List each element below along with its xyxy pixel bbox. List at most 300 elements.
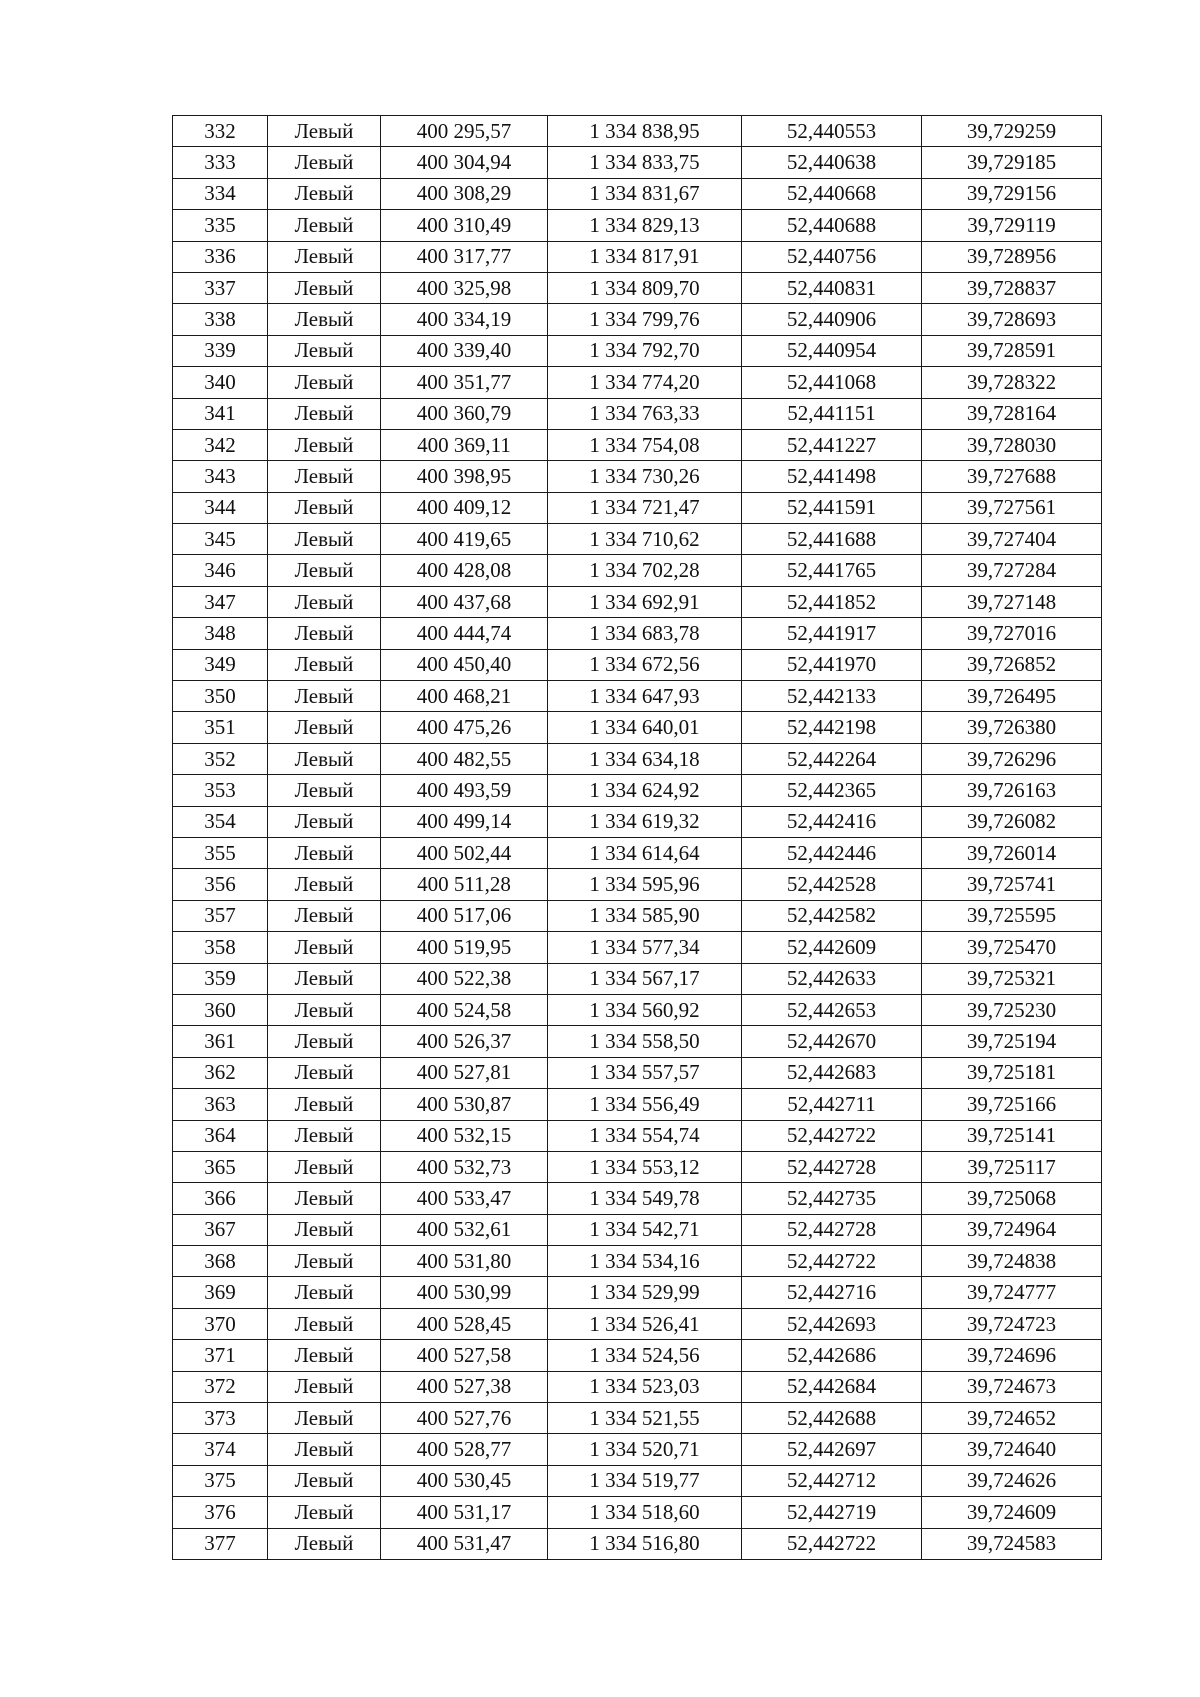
table-row (173, 932, 1102, 963)
latitude-cell: 52,442728 (742, 1151, 922, 1182)
side-cell: Левый (268, 398, 381, 429)
side-cell: Левый (268, 147, 381, 178)
table-row (173, 837, 1102, 868)
x-coordinate-cell: 400 527,38 (381, 1371, 548, 1402)
x-coordinate-cell: 400 532,61 (381, 1214, 548, 1245)
y-coordinate-cell: 1 334 817,91 (548, 241, 742, 272)
x-coordinate-cell: 400 532,15 (381, 1120, 548, 1151)
table-row (173, 335, 1102, 366)
point-number-cell: 363 (173, 1089, 268, 1120)
point-number-cell: 342 (173, 429, 268, 460)
side-cell: Левый (268, 1246, 381, 1277)
latitude-cell: 52,442653 (742, 994, 922, 1025)
table-row (173, 1151, 1102, 1182)
y-coordinate-cell: 1 334 557,57 (548, 1057, 742, 1088)
latitude-cell: 52,442719 (742, 1497, 922, 1528)
x-coordinate-cell: 400 334,19 (381, 304, 548, 335)
longitude-cell: 39,725470 (922, 932, 1102, 963)
side-cell: Левый (268, 1371, 381, 1402)
y-coordinate-cell: 1 334 634,18 (548, 743, 742, 774)
latitude-cell: 52,442365 (742, 775, 922, 806)
table-row (173, 649, 1102, 680)
table-row (173, 147, 1102, 178)
latitude-cell: 52,442582 (742, 900, 922, 931)
side-cell: Левый (268, 618, 381, 649)
y-coordinate-cell: 1 334 672,56 (548, 649, 742, 680)
y-coordinate-cell: 1 334 519,77 (548, 1465, 742, 1496)
x-coordinate-cell: 400 528,45 (381, 1308, 548, 1339)
latitude-cell: 52,440756 (742, 241, 922, 272)
side-cell: Левый (268, 1120, 381, 1151)
table-row (173, 1057, 1102, 1088)
longitude-cell: 39,726082 (922, 806, 1102, 837)
x-coordinate-cell: 400 369,11 (381, 429, 548, 460)
point-number-cell: 333 (173, 147, 268, 178)
latitude-cell: 52,442198 (742, 712, 922, 743)
x-coordinate-cell: 400 527,81 (381, 1057, 548, 1088)
longitude-cell: 39,725595 (922, 900, 1102, 931)
latitude-cell: 52,441591 (742, 492, 922, 523)
latitude-cell: 52,442686 (742, 1340, 922, 1371)
longitude-cell: 39,725321 (922, 963, 1102, 994)
side-cell: Левый (268, 586, 381, 617)
point-number-cell: 351 (173, 712, 268, 743)
x-coordinate-cell: 400 304,94 (381, 147, 548, 178)
side-cell: Левый (268, 304, 381, 335)
table-row (173, 1497, 1102, 1528)
longitude-cell: 39,725194 (922, 1026, 1102, 1057)
latitude-cell: 52,442670 (742, 1026, 922, 1057)
x-coordinate-cell: 400 360,79 (381, 398, 548, 429)
table-row (173, 743, 1102, 774)
latitude-cell: 52,442688 (742, 1403, 922, 1434)
point-number-cell: 344 (173, 492, 268, 523)
latitude-cell: 52,442609 (742, 932, 922, 963)
side-cell: Левый (268, 712, 381, 743)
table-row (173, 1120, 1102, 1151)
table-row (173, 1308, 1102, 1339)
latitude-cell: 52,442633 (742, 963, 922, 994)
longitude-cell: 39,724640 (922, 1434, 1102, 1465)
table-row (173, 712, 1102, 743)
latitude-cell: 52,442697 (742, 1434, 922, 1465)
side-cell: Левый (268, 335, 381, 366)
latitude-cell: 52,442133 (742, 681, 922, 712)
table-row (173, 524, 1102, 555)
point-number-cell: 372 (173, 1371, 268, 1402)
latitude-cell: 52,442684 (742, 1371, 922, 1402)
side-cell: Левый (268, 116, 381, 147)
table-row (173, 492, 1102, 523)
y-coordinate-cell: 1 334 730,26 (548, 461, 742, 492)
x-coordinate-cell: 400 475,26 (381, 712, 548, 743)
point-number-cell: 352 (173, 743, 268, 774)
y-coordinate-cell: 1 334 577,34 (548, 932, 742, 963)
y-coordinate-cell: 1 334 614,64 (548, 837, 742, 868)
side-cell: Левый (268, 681, 381, 712)
x-coordinate-cell: 400 398,95 (381, 461, 548, 492)
table-row (173, 869, 1102, 900)
x-coordinate-cell: 400 530,99 (381, 1277, 548, 1308)
x-coordinate-cell: 400 351,77 (381, 367, 548, 398)
y-coordinate-cell: 1 334 518,60 (548, 1497, 742, 1528)
table-row (173, 994, 1102, 1025)
table-row (173, 367, 1102, 398)
y-coordinate-cell: 1 334 558,50 (548, 1026, 742, 1057)
longitude-cell: 39,724696 (922, 1340, 1102, 1371)
point-number-cell: 350 (173, 681, 268, 712)
longitude-cell: 39,729156 (922, 178, 1102, 209)
side-cell: Левый (268, 178, 381, 209)
latitude-cell: 52,442711 (742, 1089, 922, 1120)
side-cell: Левый (268, 1214, 381, 1245)
table-row (173, 1434, 1102, 1465)
point-number-cell: 332 (173, 116, 268, 147)
x-coordinate-cell: 400 511,28 (381, 869, 548, 900)
y-coordinate-cell: 1 334 529,99 (548, 1277, 742, 1308)
longitude-cell: 39,725166 (922, 1089, 1102, 1120)
point-number-cell: 348 (173, 618, 268, 649)
x-coordinate-cell: 400 409,12 (381, 492, 548, 523)
latitude-cell: 52,441917 (742, 618, 922, 649)
x-coordinate-cell: 400 527,76 (381, 1403, 548, 1434)
y-coordinate-cell: 1 334 520,71 (548, 1434, 742, 1465)
x-coordinate-cell: 400 531,80 (381, 1246, 548, 1277)
point-number-cell: 355 (173, 837, 268, 868)
longitude-cell: 39,727284 (922, 555, 1102, 586)
table-row (173, 241, 1102, 272)
x-coordinate-cell: 400 437,68 (381, 586, 548, 617)
point-number-cell: 334 (173, 178, 268, 209)
longitude-cell: 39,726014 (922, 837, 1102, 868)
coordinates-table (172, 115, 1102, 1560)
x-coordinate-cell: 400 482,55 (381, 743, 548, 774)
y-coordinate-cell: 1 334 585,90 (548, 900, 742, 931)
point-number-cell: 345 (173, 524, 268, 555)
latitude-cell: 52,441852 (742, 586, 922, 617)
longitude-cell: 39,725117 (922, 1151, 1102, 1182)
longitude-cell: 39,724609 (922, 1497, 1102, 1528)
y-coordinate-cell: 1 334 763,33 (548, 398, 742, 429)
latitude-cell: 52,442716 (742, 1277, 922, 1308)
longitude-cell: 39,725181 (922, 1057, 1102, 1088)
latitude-cell: 52,440831 (742, 272, 922, 303)
side-cell: Левый (268, 210, 381, 241)
table-row (173, 1465, 1102, 1496)
y-coordinate-cell: 1 334 624,92 (548, 775, 742, 806)
latitude-cell: 52,440688 (742, 210, 922, 241)
x-coordinate-cell: 400 428,08 (381, 555, 548, 586)
point-number-cell: 374 (173, 1434, 268, 1465)
longitude-cell: 39,728030 (922, 429, 1102, 460)
point-number-cell: 376 (173, 1497, 268, 1528)
point-number-cell: 366 (173, 1183, 268, 1214)
longitude-cell: 39,729185 (922, 147, 1102, 178)
longitude-cell: 39,725741 (922, 869, 1102, 900)
latitude-cell: 52,442712 (742, 1465, 922, 1496)
side-cell: Левый (268, 963, 381, 994)
latitude-cell: 52,442693 (742, 1308, 922, 1339)
side-cell: Левый (268, 461, 381, 492)
longitude-cell: 39,729259 (922, 116, 1102, 147)
point-number-cell: 338 (173, 304, 268, 335)
longitude-cell: 39,725230 (922, 994, 1102, 1025)
x-coordinate-cell: 400 531,17 (381, 1497, 548, 1528)
latitude-cell: 52,441970 (742, 649, 922, 680)
y-coordinate-cell: 1 334 809,70 (548, 272, 742, 303)
latitude-cell: 52,442722 (742, 1246, 922, 1277)
table-row (173, 429, 1102, 460)
side-cell: Левый (268, 1497, 381, 1528)
side-cell: Левый (268, 492, 381, 523)
longitude-cell: 39,725141 (922, 1120, 1102, 1151)
x-coordinate-cell: 400 468,21 (381, 681, 548, 712)
latitude-cell: 52,442528 (742, 869, 922, 900)
y-coordinate-cell: 1 334 542,71 (548, 1214, 742, 1245)
y-coordinate-cell: 1 334 556,49 (548, 1089, 742, 1120)
side-cell: Левый (268, 555, 381, 586)
latitude-cell: 52,440906 (742, 304, 922, 335)
y-coordinate-cell: 1 334 838,95 (548, 116, 742, 147)
y-coordinate-cell: 1 334 792,70 (548, 335, 742, 366)
y-coordinate-cell: 1 334 774,20 (548, 367, 742, 398)
point-number-cell: 343 (173, 461, 268, 492)
point-number-cell: 340 (173, 367, 268, 398)
y-coordinate-cell: 1 334 640,01 (548, 712, 742, 743)
x-coordinate-cell: 400 444,74 (381, 618, 548, 649)
side-cell: Левый (268, 1308, 381, 1339)
y-coordinate-cell: 1 334 702,28 (548, 555, 742, 586)
y-coordinate-cell: 1 334 567,17 (548, 963, 742, 994)
y-coordinate-cell: 1 334 549,78 (548, 1183, 742, 1214)
longitude-cell: 39,726852 (922, 649, 1102, 680)
side-cell: Левый (268, 837, 381, 868)
y-coordinate-cell: 1 334 721,47 (548, 492, 742, 523)
table-row (173, 1246, 1102, 1277)
table-row (173, 116, 1102, 147)
latitude-cell: 52,440668 (742, 178, 922, 209)
latitude-cell: 52,442728 (742, 1214, 922, 1245)
y-coordinate-cell: 1 334 833,75 (548, 147, 742, 178)
table-row (173, 1277, 1102, 1308)
point-number-cell: 336 (173, 241, 268, 272)
y-coordinate-cell: 1 334 553,12 (548, 1151, 742, 1182)
x-coordinate-cell: 400 499,14 (381, 806, 548, 837)
side-cell: Левый (268, 1057, 381, 1088)
side-cell: Левый (268, 1434, 381, 1465)
side-cell: Левый (268, 743, 381, 774)
side-cell: Левый (268, 1528, 381, 1559)
point-number-cell: 375 (173, 1465, 268, 1496)
table-row (173, 272, 1102, 303)
latitude-cell: 52,442264 (742, 743, 922, 774)
table-row (173, 304, 1102, 335)
point-number-cell: 365 (173, 1151, 268, 1182)
side-cell: Левый (268, 900, 381, 931)
table-row (173, 398, 1102, 429)
side-cell: Левый (268, 367, 381, 398)
x-coordinate-cell: 400 527,58 (381, 1340, 548, 1371)
longitude-cell: 39,724723 (922, 1308, 1102, 1339)
longitude-cell: 39,724626 (922, 1465, 1102, 1496)
point-number-cell: 361 (173, 1026, 268, 1057)
point-number-cell: 358 (173, 932, 268, 963)
side-cell: Левый (268, 524, 381, 555)
x-coordinate-cell: 400 419,65 (381, 524, 548, 555)
point-number-cell: 349 (173, 649, 268, 680)
longitude-cell: 39,726296 (922, 743, 1102, 774)
latitude-cell: 52,442735 (742, 1183, 922, 1214)
y-coordinate-cell: 1 334 524,56 (548, 1340, 742, 1371)
longitude-cell: 39,726163 (922, 775, 1102, 806)
latitude-cell: 52,440638 (742, 147, 922, 178)
latitude-cell: 52,442446 (742, 837, 922, 868)
latitude-cell: 52,442683 (742, 1057, 922, 1088)
longitude-cell: 39,724964 (922, 1214, 1102, 1245)
x-coordinate-cell: 400 519,95 (381, 932, 548, 963)
point-number-cell: 347 (173, 586, 268, 617)
x-coordinate-cell: 400 325,98 (381, 272, 548, 303)
side-cell: Левый (268, 932, 381, 963)
table-row (173, 1528, 1102, 1559)
y-coordinate-cell: 1 334 692,91 (548, 586, 742, 617)
side-cell: Левый (268, 994, 381, 1025)
point-number-cell: 337 (173, 272, 268, 303)
point-number-cell: 346 (173, 555, 268, 586)
x-coordinate-cell: 400 502,44 (381, 837, 548, 868)
side-cell: Левый (268, 775, 381, 806)
longitude-cell: 39,724583 (922, 1528, 1102, 1559)
y-coordinate-cell: 1 334 829,13 (548, 210, 742, 241)
y-coordinate-cell: 1 334 710,62 (548, 524, 742, 555)
x-coordinate-cell: 400 339,40 (381, 335, 548, 366)
latitude-cell: 52,442722 (742, 1528, 922, 1559)
x-coordinate-cell: 400 450,40 (381, 649, 548, 680)
y-coordinate-cell: 1 334 523,03 (548, 1371, 742, 1402)
coordinates-table-body (173, 116, 1102, 1560)
x-coordinate-cell: 400 533,47 (381, 1183, 548, 1214)
latitude-cell: 52,441227 (742, 429, 922, 460)
table-row (173, 1089, 1102, 1120)
longitude-cell: 39,728591 (922, 335, 1102, 366)
table-row (173, 806, 1102, 837)
y-coordinate-cell: 1 334 619,32 (548, 806, 742, 837)
table-row (173, 210, 1102, 241)
x-coordinate-cell: 400 308,29 (381, 178, 548, 209)
x-coordinate-cell: 400 524,58 (381, 994, 548, 1025)
longitude-cell: 39,724838 (922, 1246, 1102, 1277)
point-number-cell: 362 (173, 1057, 268, 1088)
side-cell: Левый (268, 1026, 381, 1057)
side-cell: Левый (268, 1089, 381, 1120)
side-cell: Левый (268, 806, 381, 837)
y-coordinate-cell: 1 334 560,92 (548, 994, 742, 1025)
y-coordinate-cell: 1 334 516,80 (548, 1528, 742, 1559)
longitude-cell: 39,726495 (922, 681, 1102, 712)
y-coordinate-cell: 1 334 754,08 (548, 429, 742, 460)
side-cell: Левый (268, 649, 381, 680)
table-row (173, 1214, 1102, 1245)
point-number-cell: 373 (173, 1403, 268, 1434)
x-coordinate-cell: 400 295,57 (381, 116, 548, 147)
side-cell: Левый (268, 1151, 381, 1182)
table-row (173, 681, 1102, 712)
longitude-cell: 39,727688 (922, 461, 1102, 492)
x-coordinate-cell: 400 517,06 (381, 900, 548, 931)
side-cell: Левый (268, 429, 381, 460)
table-row (173, 900, 1102, 931)
side-cell: Левый (268, 1340, 381, 1371)
x-coordinate-cell: 400 528,77 (381, 1434, 548, 1465)
longitude-cell: 39,724777 (922, 1277, 1102, 1308)
longitude-cell: 39,727016 (922, 618, 1102, 649)
side-cell: Левый (268, 241, 381, 272)
latitude-cell: 52,441151 (742, 398, 922, 429)
longitude-cell: 39,724673 (922, 1371, 1102, 1402)
latitude-cell: 52,440553 (742, 116, 922, 147)
y-coordinate-cell: 1 334 595,96 (548, 869, 742, 900)
longitude-cell: 39,727148 (922, 586, 1102, 617)
longitude-cell: 39,728956 (922, 241, 1102, 272)
point-number-cell: 360 (173, 994, 268, 1025)
table-row (173, 178, 1102, 209)
x-coordinate-cell: 400 532,73 (381, 1151, 548, 1182)
point-number-cell: 339 (173, 335, 268, 366)
point-number-cell: 356 (173, 869, 268, 900)
point-number-cell: 354 (173, 806, 268, 837)
point-number-cell: 367 (173, 1214, 268, 1245)
x-coordinate-cell: 400 531,47 (381, 1528, 548, 1559)
table-row (173, 963, 1102, 994)
x-coordinate-cell: 400 493,59 (381, 775, 548, 806)
point-number-cell: 359 (173, 963, 268, 994)
latitude-cell: 52,441068 (742, 367, 922, 398)
side-cell: Левый (268, 1183, 381, 1214)
table-row (173, 775, 1102, 806)
longitude-cell: 39,728693 (922, 304, 1102, 335)
latitude-cell: 52,441498 (742, 461, 922, 492)
x-coordinate-cell: 400 317,77 (381, 241, 548, 272)
table-row (173, 586, 1102, 617)
longitude-cell: 39,728322 (922, 367, 1102, 398)
side-cell: Левый (268, 1403, 381, 1434)
y-coordinate-cell: 1 334 554,74 (548, 1120, 742, 1151)
point-number-cell: 371 (173, 1340, 268, 1371)
side-cell: Левый (268, 1277, 381, 1308)
table-row (173, 1183, 1102, 1214)
y-coordinate-cell: 1 334 831,67 (548, 178, 742, 209)
y-coordinate-cell: 1 334 683,78 (548, 618, 742, 649)
x-coordinate-cell: 400 530,87 (381, 1089, 548, 1120)
latitude-cell: 52,442722 (742, 1120, 922, 1151)
point-number-cell: 370 (173, 1308, 268, 1339)
x-coordinate-cell: 400 526,37 (381, 1026, 548, 1057)
point-number-cell: 369 (173, 1277, 268, 1308)
point-number-cell: 377 (173, 1528, 268, 1559)
longitude-cell: 39,728837 (922, 272, 1102, 303)
y-coordinate-cell: 1 334 647,93 (548, 681, 742, 712)
y-coordinate-cell: 1 334 521,55 (548, 1403, 742, 1434)
longitude-cell: 39,729119 (922, 210, 1102, 241)
table-row (173, 1340, 1102, 1371)
longitude-cell: 39,727404 (922, 524, 1102, 555)
table-row (173, 1026, 1102, 1057)
longitude-cell: 39,724652 (922, 1403, 1102, 1434)
latitude-cell: 52,440954 (742, 335, 922, 366)
point-number-cell: 335 (173, 210, 268, 241)
table-row (173, 461, 1102, 492)
longitude-cell: 39,726380 (922, 712, 1102, 743)
